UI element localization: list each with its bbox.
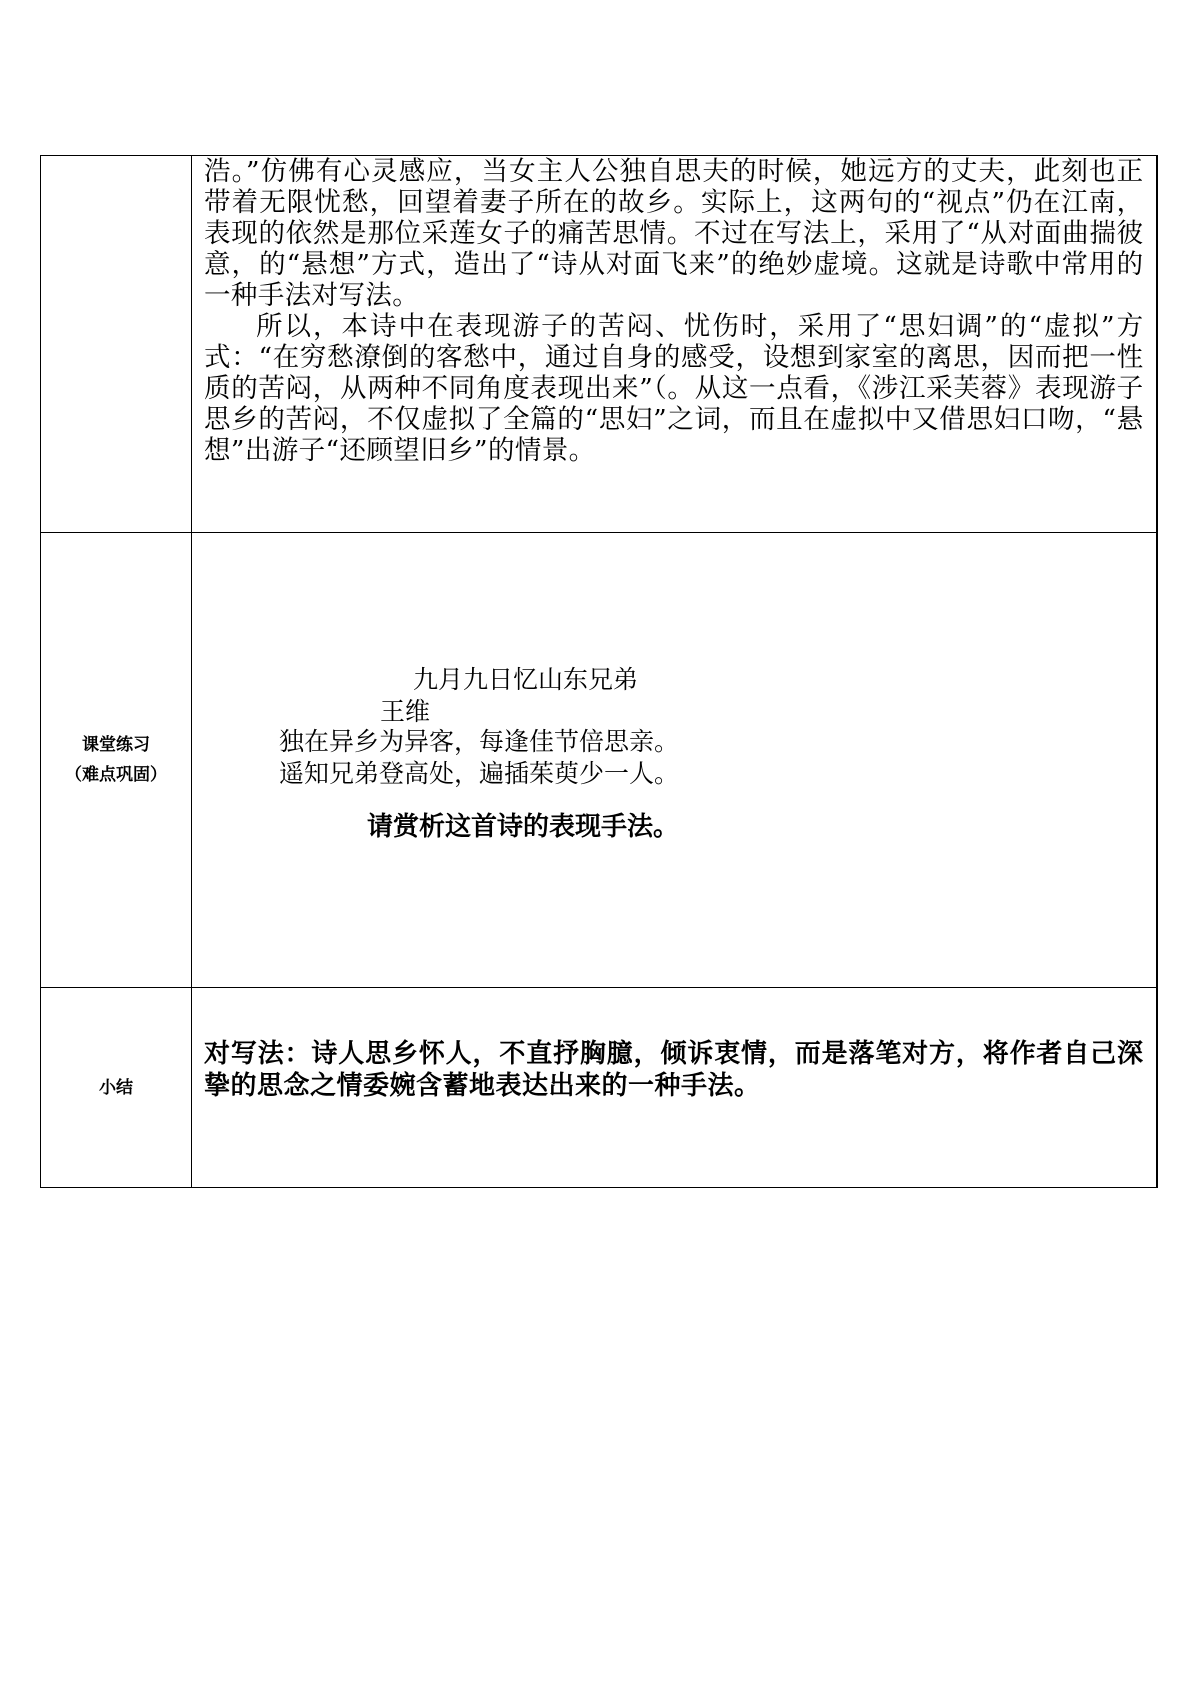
practice-row: [41, 533, 1157, 988]
poem-block: [192, 533, 1156, 987]
summary-row: [41, 988, 1157, 1188]
analysis-content-cell: [192, 156, 1157, 533]
analysis-row: [41, 156, 1157, 533]
summary-label-cell: [41, 988, 192, 1188]
practice-label: 课堂练习: [82, 735, 150, 755]
analysis-prose: [192, 156, 1156, 466]
analysis-label-cell: [41, 156, 192, 533]
practice-content-cell: [192, 533, 1157, 988]
analysis-paragraph-1: 浩。”仿佛有心灵感应，当女主人公独自思夫的时候，她远方的丈夫，此刻也正带着无限忧愁，回望着妻子所在的故乡。实际上，这两句的“视点”仍在江南，表现的依然是那位采莲女子的痛苦思情。不过在写法上，采用了“从对面曲揣彼意，的“悬想”方式，造出了“诗从对面飞来”的绝妙虚境。这就是诗歌中常用的一种手法对写法。: [204, 156, 1144, 311]
poem-author: 王维: [380, 697, 431, 726]
summary-text: 对写法：诗人思乡怀人，不直抒胸臆，倾诉衷情，而是落笔对方，将作者自己深挚的思念之情委婉含蓄地表达出来的一种手法。: [204, 1039, 1144, 1101]
poem-line: 独在异乡为异客，每逢佳节倍思亲。: [279, 727, 680, 756]
lesson-table: [40, 155, 1158, 1188]
practice-label-cell: [41, 533, 192, 988]
analysis-paragraph-2: 所以，本诗中在表现游子的苦闷、忧伤时，采用了“思妇调”的“虚拟”方式：“在穷愁潦倒的客愁中，通过自身的感受，设想到家室的离思，因而把一性质的苦闷，从两种不同角度表现出来”（。从这一点看，《涉江采芙蓉》表现游子思乡的苦闷，不仅虚拟了全篇的“思妇”之词，而且在虚拟中又借思妇口吻，“悬想”出游子“还顾望旧乡”的情景。: [204, 311, 1144, 466]
summary-label: 小结: [99, 1077, 133, 1098]
poem-line: 遥知兄弟登高处，遍插茱萸少一人。: [279, 759, 680, 788]
practice-question: 请赏析这首诗的表现手法。: [367, 812, 680, 842]
summary-content-cell: [192, 988, 1157, 1188]
poem-title: 九月九日忆山东兄弟: [413, 665, 639, 694]
practice-sublabel: （难点巩固）: [65, 765, 167, 785]
